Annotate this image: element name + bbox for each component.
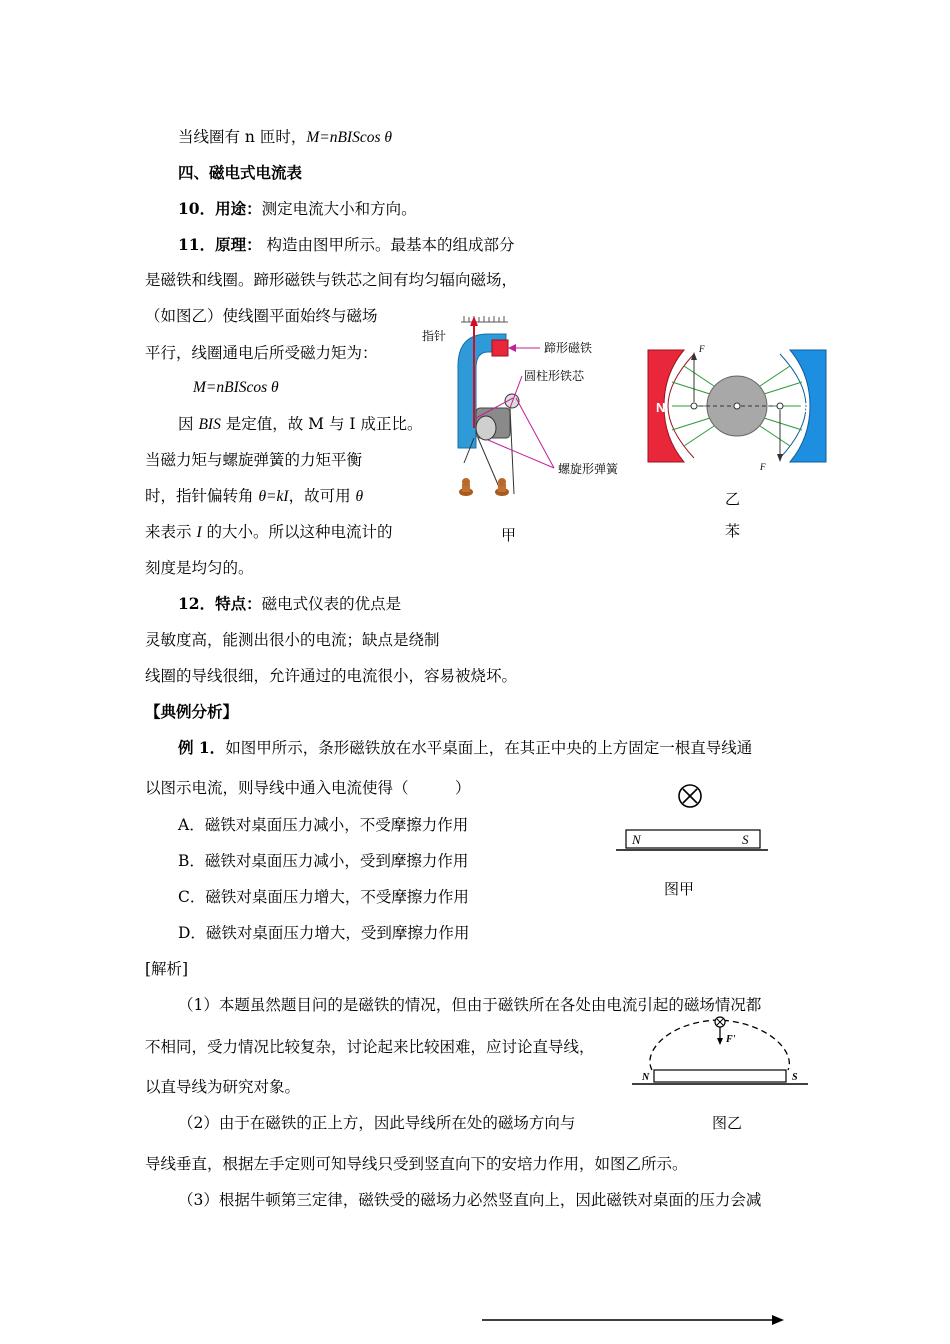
galvanometer-diagram: [416, 308, 638, 504]
coil-icon: [476, 416, 496, 440]
option-c: C．磁铁对桌面压力增大，不受摩擦力作用: [178, 888, 469, 906]
text-span: 时，指针偏转角: [145, 487, 259, 505]
radial-field-diagram: [644, 342, 830, 474]
formula-torque: M=nBIScos θ: [193, 379, 279, 396]
para-10-label: 10．用途：: [178, 199, 262, 218]
arrow-head-icon: [717, 1038, 723, 1045]
text-span: 来表示: [145, 523, 197, 541]
bar-magnet-icon: [626, 830, 760, 848]
bar-magnet-diagram-1: [612, 782, 772, 856]
analysis-2-line1: （2）由于在磁铁的正上方，因此导线所在处的磁场方向与: [178, 1114, 576, 1132]
label-horseshoe-magnet: 蹄形磁铁: [544, 341, 593, 355]
arrow-head-icon: [772, 1315, 784, 1325]
bottom-arrow-line: [480, 1312, 788, 1328]
label-pointer: 指针: [422, 329, 447, 343]
text-span: 是定值，故 M 与 I 成正比。: [220, 415, 423, 433]
label-s: S: [792, 1072, 798, 1083]
para-12: [178, 594, 401, 614]
para-12-line3: 线圈的导线很细，允许通过的电流很小，容易被烧坏。: [145, 667, 518, 685]
caption-figure-yi-2: 苯: [725, 522, 741, 540]
para-11-label: 11．原理：: [178, 235, 262, 254]
caption-figure-jia: 甲: [501, 526, 517, 544]
axis-icon: [734, 403, 740, 409]
para-11-line9: [145, 522, 393, 543]
para-11-line2: 是磁铁和线圈。蹄形磁铁与铁芯之间有均匀辐向磁场，: [145, 271, 518, 289]
formula-theta-ki: θ=kI: [258, 488, 289, 505]
label-spiral-spring: 螺旋形弹簧: [558, 462, 619, 476]
example-1: [178, 738, 752, 758]
analysis-1-line2: 不相同，受力情况比较复杂，讨论起来比较困难，应讨论直导线，: [145, 1038, 595, 1056]
label-force-top: F: [699, 344, 705, 354]
caption-figure-a: 图甲: [664, 880, 695, 898]
para-12-label: 12．特点：: [178, 594, 262, 613]
formula-torque-n: M=nBIScos θ: [306, 129, 392, 146]
analysis-1-line1: （1）本题虽然题目问的是磁铁的情况，但由于磁铁所在各处由电流引起的磁场情况都: [178, 996, 762, 1014]
label-n-pole: N: [656, 400, 666, 415]
option-b: B．磁铁对桌面压力减小，受到摩擦力作用: [178, 852, 469, 870]
option-a: A．磁铁对桌面压力减小，不受摩擦力作用: [178, 816, 469, 834]
label-n: N: [642, 1072, 650, 1083]
para-11-line4: 平行，线圈通电后所受磁力矩为：: [145, 344, 378, 362]
example-heading: 【典例分析】: [145, 702, 239, 721]
arrow-head-icon: [777, 454, 783, 462]
analysis-1-line3: 以直导线为研究对象。: [145, 1078, 301, 1096]
para-11-line10: 刻度是均匀的。: [145, 559, 254, 577]
label-s-pole: S: [800, 400, 809, 415]
example-1-line2: 以图示电流，则导线中通入电流使得（ ）: [145, 779, 471, 797]
bar-magnet-icon: [654, 1070, 786, 1082]
formula-bis: BIS: [198, 416, 221, 433]
para-12-text: 磁电式仪表的优点是: [261, 595, 402, 613]
terminal-icon: [459, 478, 473, 496]
label-force: F': [726, 1034, 736, 1045]
pointer-tip-icon: [470, 316, 478, 326]
text-span: ，故可用: [288, 487, 356, 505]
magnet-pole-icon: [492, 340, 508, 356]
line-coil-turns: [178, 127, 392, 148]
para-11-line3: （如图乙）使线圈平面始终与磁场: [145, 307, 378, 325]
option-d: D．磁铁对桌面压力增大，受到摩擦力作用: [178, 924, 470, 942]
arrow-icon: [508, 344, 516, 352]
scale-icon: [461, 316, 508, 322]
label-force-bottom: F: [760, 462, 766, 472]
terminal-icon: [495, 478, 509, 496]
analysis-2-line2: 导线垂直，根据左手定则可知导线只受到竖直向下的安培力作用，如图乙所示。: [145, 1155, 688, 1173]
para-12-line2: 灵敏度高，能测出很小的电流；缺点是绕制: [145, 631, 440, 649]
text-span: 的大小。所以这种电流计的: [201, 523, 393, 541]
text-span: 因: [178, 415, 199, 433]
label-iron-core: 圆柱形铁芯: [524, 369, 585, 383]
example-1-label: 例 1．: [178, 738, 226, 757]
analysis-3-line1: （3）根据牛顿第三定律，磁铁受的磁场力必然竖直向上，因此磁铁对桌面的压力会减: [178, 1191, 762, 1209]
symbol-current: I: [196, 524, 202, 541]
label-n: N: [632, 832, 641, 847]
caption-figure-yi: 乙: [725, 490, 741, 508]
bar-magnet-diagram-2: [628, 1012, 812, 1088]
para-11-line7: 当磁力矩与螺旋弹簧的力矩平衡: [145, 451, 363, 469]
para-11-line6: [178, 414, 422, 435]
para-10-text: 测定电流大小和方向。: [261, 200, 417, 218]
para-11-line8: [145, 486, 363, 507]
label-s: S: [742, 832, 749, 847]
section-heading-galvanometer: 四、磁电式电流表: [178, 163, 303, 182]
line-coil-turns-prefix: 当线圈有 n 匝时，: [178, 128, 307, 146]
wire-cross-icon: [777, 403, 783, 409]
wire-dot-icon: [691, 403, 697, 409]
caption-figure-b: 图乙: [712, 1114, 743, 1132]
para-10: [178, 199, 417, 219]
para-11-text: 构造由图甲所示。最基本的组成部分: [261, 236, 515, 254]
symbol-theta: θ: [355, 488, 364, 505]
analysis-heading: [解析]: [145, 960, 189, 978]
para-11: [178, 235, 515, 255]
example-1-text: 如图甲所示，条形磁铁放在水平桌面上，在其正中央的上方固定一根直导线通: [225, 739, 753, 757]
